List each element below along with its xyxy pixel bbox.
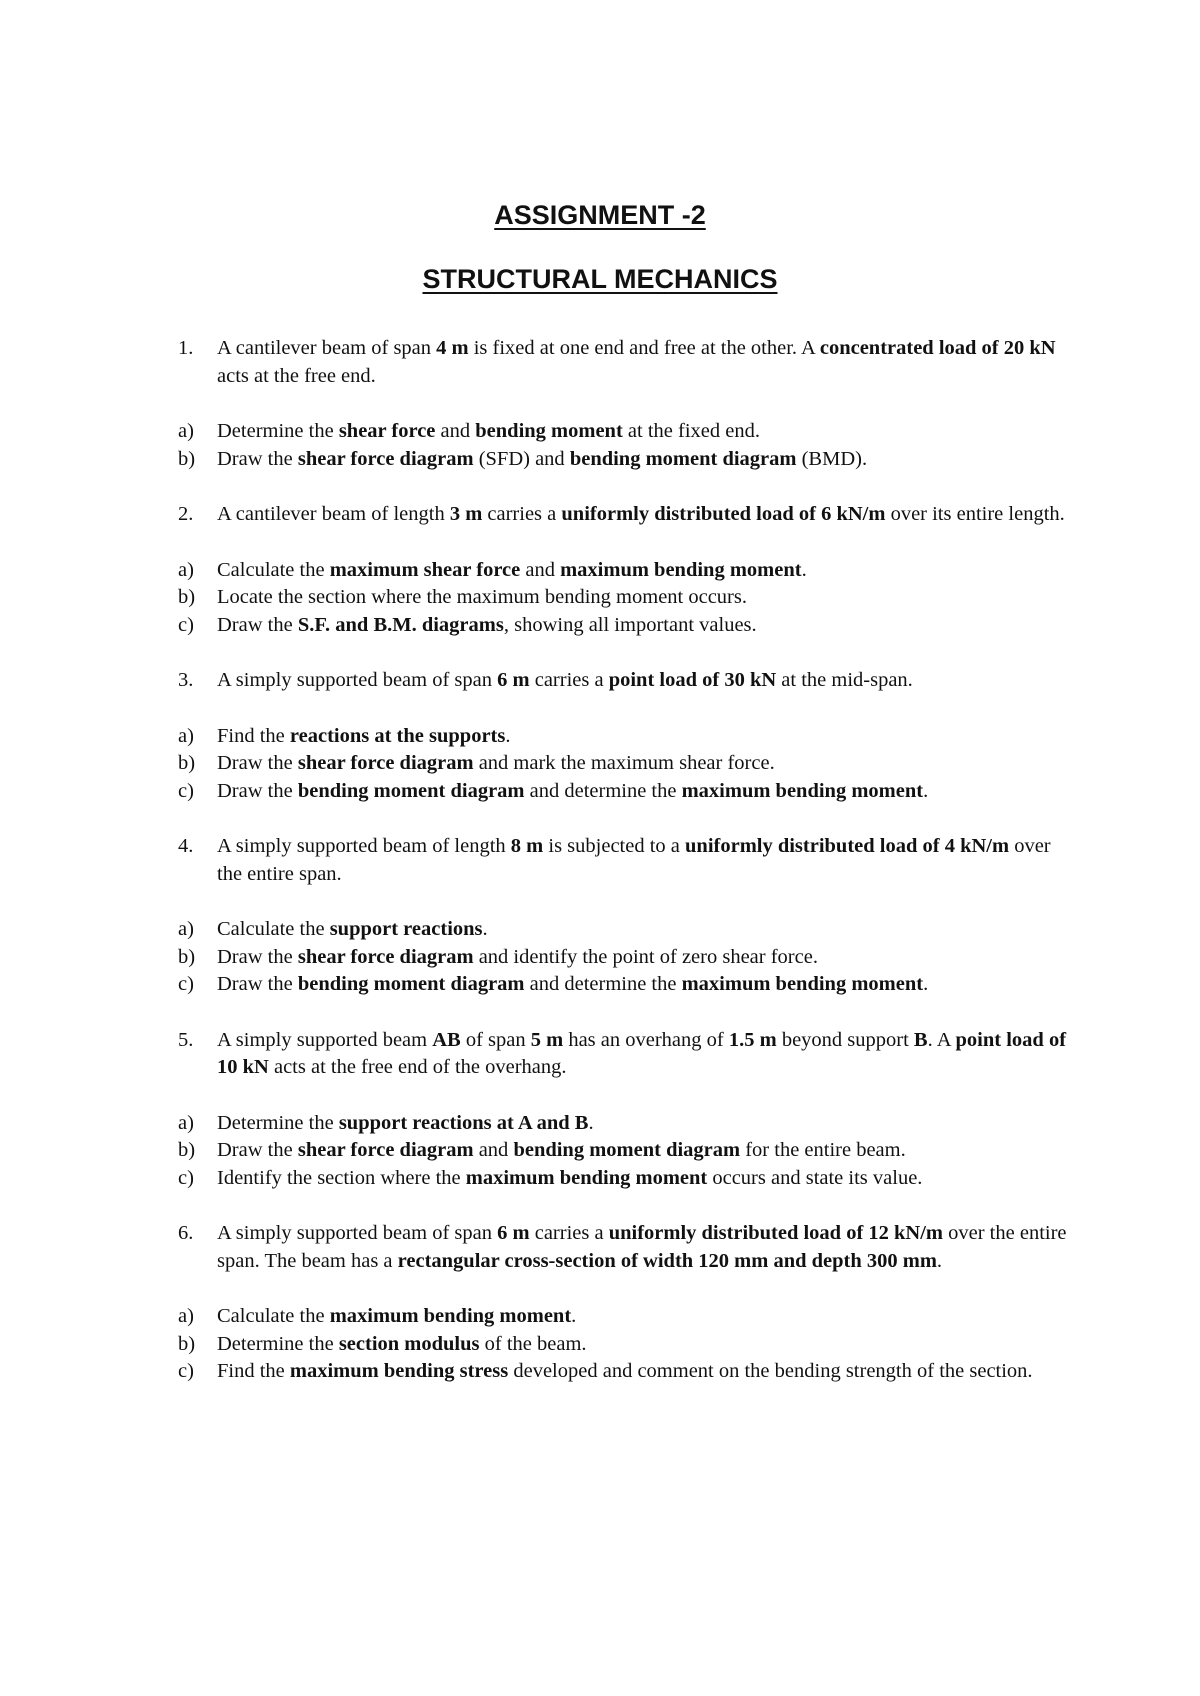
sub-question-list [178,557,1068,640]
sub-question-list [178,1110,1068,1193]
text-run: Draw the [217,973,298,995]
text-run: (SFD) and [473,447,570,470]
emphasis-text: maximum shear force [329,558,521,581]
sub-question-text [217,557,1068,585]
sub-question-text [217,1303,1068,1331]
sub-question-label: c) [178,973,194,995]
sub-question-text [217,1165,1068,1193]
text-run: beyond support [776,1028,914,1051]
text-run: and identify the point of zero shear force. [473,945,818,968]
text-run: over the entire span. [217,835,1051,885]
sub-question-text [217,778,1068,806]
text-run: . A [927,1028,956,1051]
text-run: of span [460,1028,531,1051]
sub-question-text [217,750,1068,778]
question-text [217,335,1068,390]
text-run: Draw the [217,752,298,774]
text-run: Calculate the [217,558,330,581]
text-run: Draw the [217,447,298,470]
sub-question-text [217,418,1068,446]
sub-question-text [217,1137,1068,1165]
text-run: developed and comment on the bending strength of the section. [508,1360,1033,1382]
text-run: Find the [217,724,290,747]
emphasis-text: section modulus [338,1332,480,1355]
emphasis-text: maximum bending moment [681,779,924,802]
sub-question-item [178,612,1068,640]
emphasis-text: bending moment diagram [513,1139,741,1161]
text-run: Find the [217,1360,290,1382]
emphasis-text: shear force diagram [297,752,474,774]
emphasis-text: shear force diagram [297,447,474,470]
text-run: (BMD). [796,447,868,470]
sub-question-item [178,1303,1068,1331]
emphasis-text: bending moment diagram [297,779,525,802]
question-number: 4. [178,835,194,857]
text-run: , showing all important values. [503,613,757,636]
emphasis-text: 8 m [510,835,544,857]
emphasis-text: shear force diagram [297,945,474,968]
sub-question-item [178,1358,1068,1386]
question-text [217,501,1068,529]
emphasis-text: support reactions [329,918,483,940]
text-run: Determine the [217,1111,339,1134]
question-number: 3. [178,669,194,691]
text-run: Calculate the [217,1305,330,1327]
question-item [178,667,1068,695]
sub-question-label: b) [178,752,196,774]
emphasis-text: 3 m [449,503,483,525]
text-run: Identify the section where the [217,1166,466,1189]
text-run: and [473,1139,514,1161]
document-subtitle: STRUCTURAL MECHANICS [422,264,778,294]
sub-question-item [178,971,1068,999]
emphasis-text: B [913,1028,928,1051]
emphasis-text: S.F. and B.M. diagrams [297,613,504,636]
emphasis-text: shear force diagram [297,1139,474,1161]
text-run: and determine the [524,779,682,802]
emphasis-text: uniformly distributed load of 4 kN/m [685,835,1010,857]
document-title: ASSIGNMENT -2 [494,200,706,230]
emphasis-text: 1.5 m [728,1028,777,1051]
text-run: A simply supported beam of span [217,669,498,691]
question-item [178,335,1068,390]
text-run: . [505,724,511,747]
sub-question-label: a) [178,724,194,747]
question-item [178,1220,1068,1275]
question-item [178,1027,1068,1082]
text-run: . [571,1305,577,1327]
text-run: acts at the free end. [217,364,376,387]
sub-question-label: c) [178,1360,194,1382]
text-run: has an overhang of [563,1028,729,1051]
text-run: . [923,779,929,802]
question-number: 2. [178,503,194,525]
emphasis-text: shear force [338,420,436,442]
sub-question-text [217,916,1068,944]
text-run: . [482,918,488,940]
sub-question-label: b) [178,447,196,470]
sub-question-item [178,557,1068,585]
sub-question-item [178,916,1068,944]
sub-question-item [178,944,1068,972]
text-run: Draw the [217,945,298,968]
emphasis-text: bending moment diagram [569,447,797,470]
text-run: carries a [529,669,609,691]
sub-question-label: c) [178,1166,194,1189]
sub-question-list [178,916,1068,999]
emphasis-text: bending moment diagram [297,973,525,995]
text-run: carries a [482,503,562,525]
sub-question-text [217,612,1068,640]
text-run: Locate the section where the maximum bending moment occurs. [217,586,747,608]
emphasis-text: maximum bending moment [681,973,924,995]
sub-question-text [217,971,1068,999]
text-run: and [520,558,561,581]
sub-question-text [217,723,1068,751]
emphasis-text: maximum bending moment [465,1166,708,1189]
sub-question-item [178,1331,1068,1359]
sub-question-list [178,1303,1068,1386]
text-run: A cantilever beam of span [217,337,437,359]
question-item [178,501,1068,529]
text-run: . [923,973,929,995]
sub-question-item [178,778,1068,806]
question-text [217,833,1068,888]
text-run: at the mid-span. [776,669,913,691]
text-run: Determine the [217,420,339,442]
emphasis-text: AB [432,1028,461,1051]
text-run: Draw the [217,1139,298,1161]
sub-question-label: a) [178,918,194,940]
emphasis-text: uniformly distributed load of 12 kN/m [608,1222,943,1244]
question-number: 5. [178,1028,194,1051]
text-run: A simply supported beam of span [217,1222,498,1244]
emphasis-text: support reactions at A and B [338,1111,589,1134]
question-number: 1. [178,337,194,359]
text-run: A simply supported beam of length [217,835,511,857]
emphasis-text: bending moment [475,420,623,442]
sub-question-label: b) [178,945,196,968]
sub-question-label: b) [178,1332,196,1355]
text-run: over its entire length. [885,503,1065,525]
emphasis-text: rectangular cross-section of width 120 mm and depth 300 mm [397,1249,937,1272]
question-text [217,667,1068,695]
emphasis-text: 6 m [497,1222,530,1244]
text-run: carries a [529,1222,609,1244]
question-text [217,1220,1068,1275]
text-run: and determine the [524,973,682,995]
text-run: . [936,1249,943,1272]
text-run: Draw the [217,613,298,636]
emphasis-text: maximum bending stress [289,1360,509,1382]
sub-question-text [217,584,1068,612]
question-number: 6. [178,1222,194,1244]
sub-question-label: b) [178,1139,196,1161]
sub-question-item [178,418,1068,446]
emphasis-text: maximum bending moment [560,558,802,581]
text-run: A simply supported beam [217,1028,433,1051]
sub-question-list [178,418,1068,473]
sub-question-item [178,723,1068,751]
emphasis-text: 5 m [530,1028,564,1051]
text-run: A cantilever beam of length [217,503,450,525]
sub-question-text [217,1110,1068,1138]
sub-question-text [217,944,1068,972]
emphasis-text: point load of 30 kN [608,669,777,691]
sub-question-label: b) [178,586,196,608]
text-run: of the beam. [479,1332,587,1355]
sub-question-label: a) [178,1305,194,1327]
text-run: . [801,558,807,581]
sub-question-item [178,446,1068,474]
text-run: is subjected to a [543,835,686,857]
sub-question-item [178,750,1068,778]
text-run: acts at the free end of the overhang. [268,1056,567,1078]
text-run: at the fixed end. [622,420,760,442]
sub-question-label: c) [178,613,194,636]
sub-question-text [217,446,1068,474]
text-run: Draw the [217,779,298,802]
emphasis-text: concentrated load of 20 kN [819,337,1056,359]
emphasis-text: reactions at the supports [289,724,506,747]
question-text [217,1027,1068,1082]
emphasis-text: 6 m [497,669,530,691]
text-run: and [435,420,476,442]
emphasis-text: point load of 10 kN [217,1028,1067,1078]
sub-question-item [178,1110,1068,1138]
text-run: for the entire beam. [740,1139,906,1161]
text-run: over the entire span. The beam has a [217,1222,1067,1272]
sub-question-item [178,1137,1068,1165]
sub-question-label: a) [178,1111,194,1134]
text-run: . [588,1111,594,1134]
sub-question-item [178,584,1068,612]
sub-question-text [217,1358,1068,1386]
sub-question-label: a) [178,420,194,442]
text-run: occurs and state its value. [707,1166,923,1189]
sub-question-label: c) [178,779,194,802]
question-item [178,833,1068,888]
text-run: Determine the [217,1332,339,1355]
emphasis-text: maximum bending moment [329,1305,572,1327]
question-list [178,335,1068,1414]
text-run: and mark the maximum shear force. [473,752,775,774]
sub-question-text [217,1331,1068,1359]
emphasis-text: uniformly distributed load of 6 kN/m [561,503,886,525]
text-run: is fixed at one end and free at the other. A [468,337,820,359]
emphasis-text: 4 m [436,337,469,359]
sub-question-list [178,723,1068,806]
sub-question-label: a) [178,558,194,581]
sub-question-item [178,1165,1068,1193]
text-run: Calculate the [217,918,330,940]
